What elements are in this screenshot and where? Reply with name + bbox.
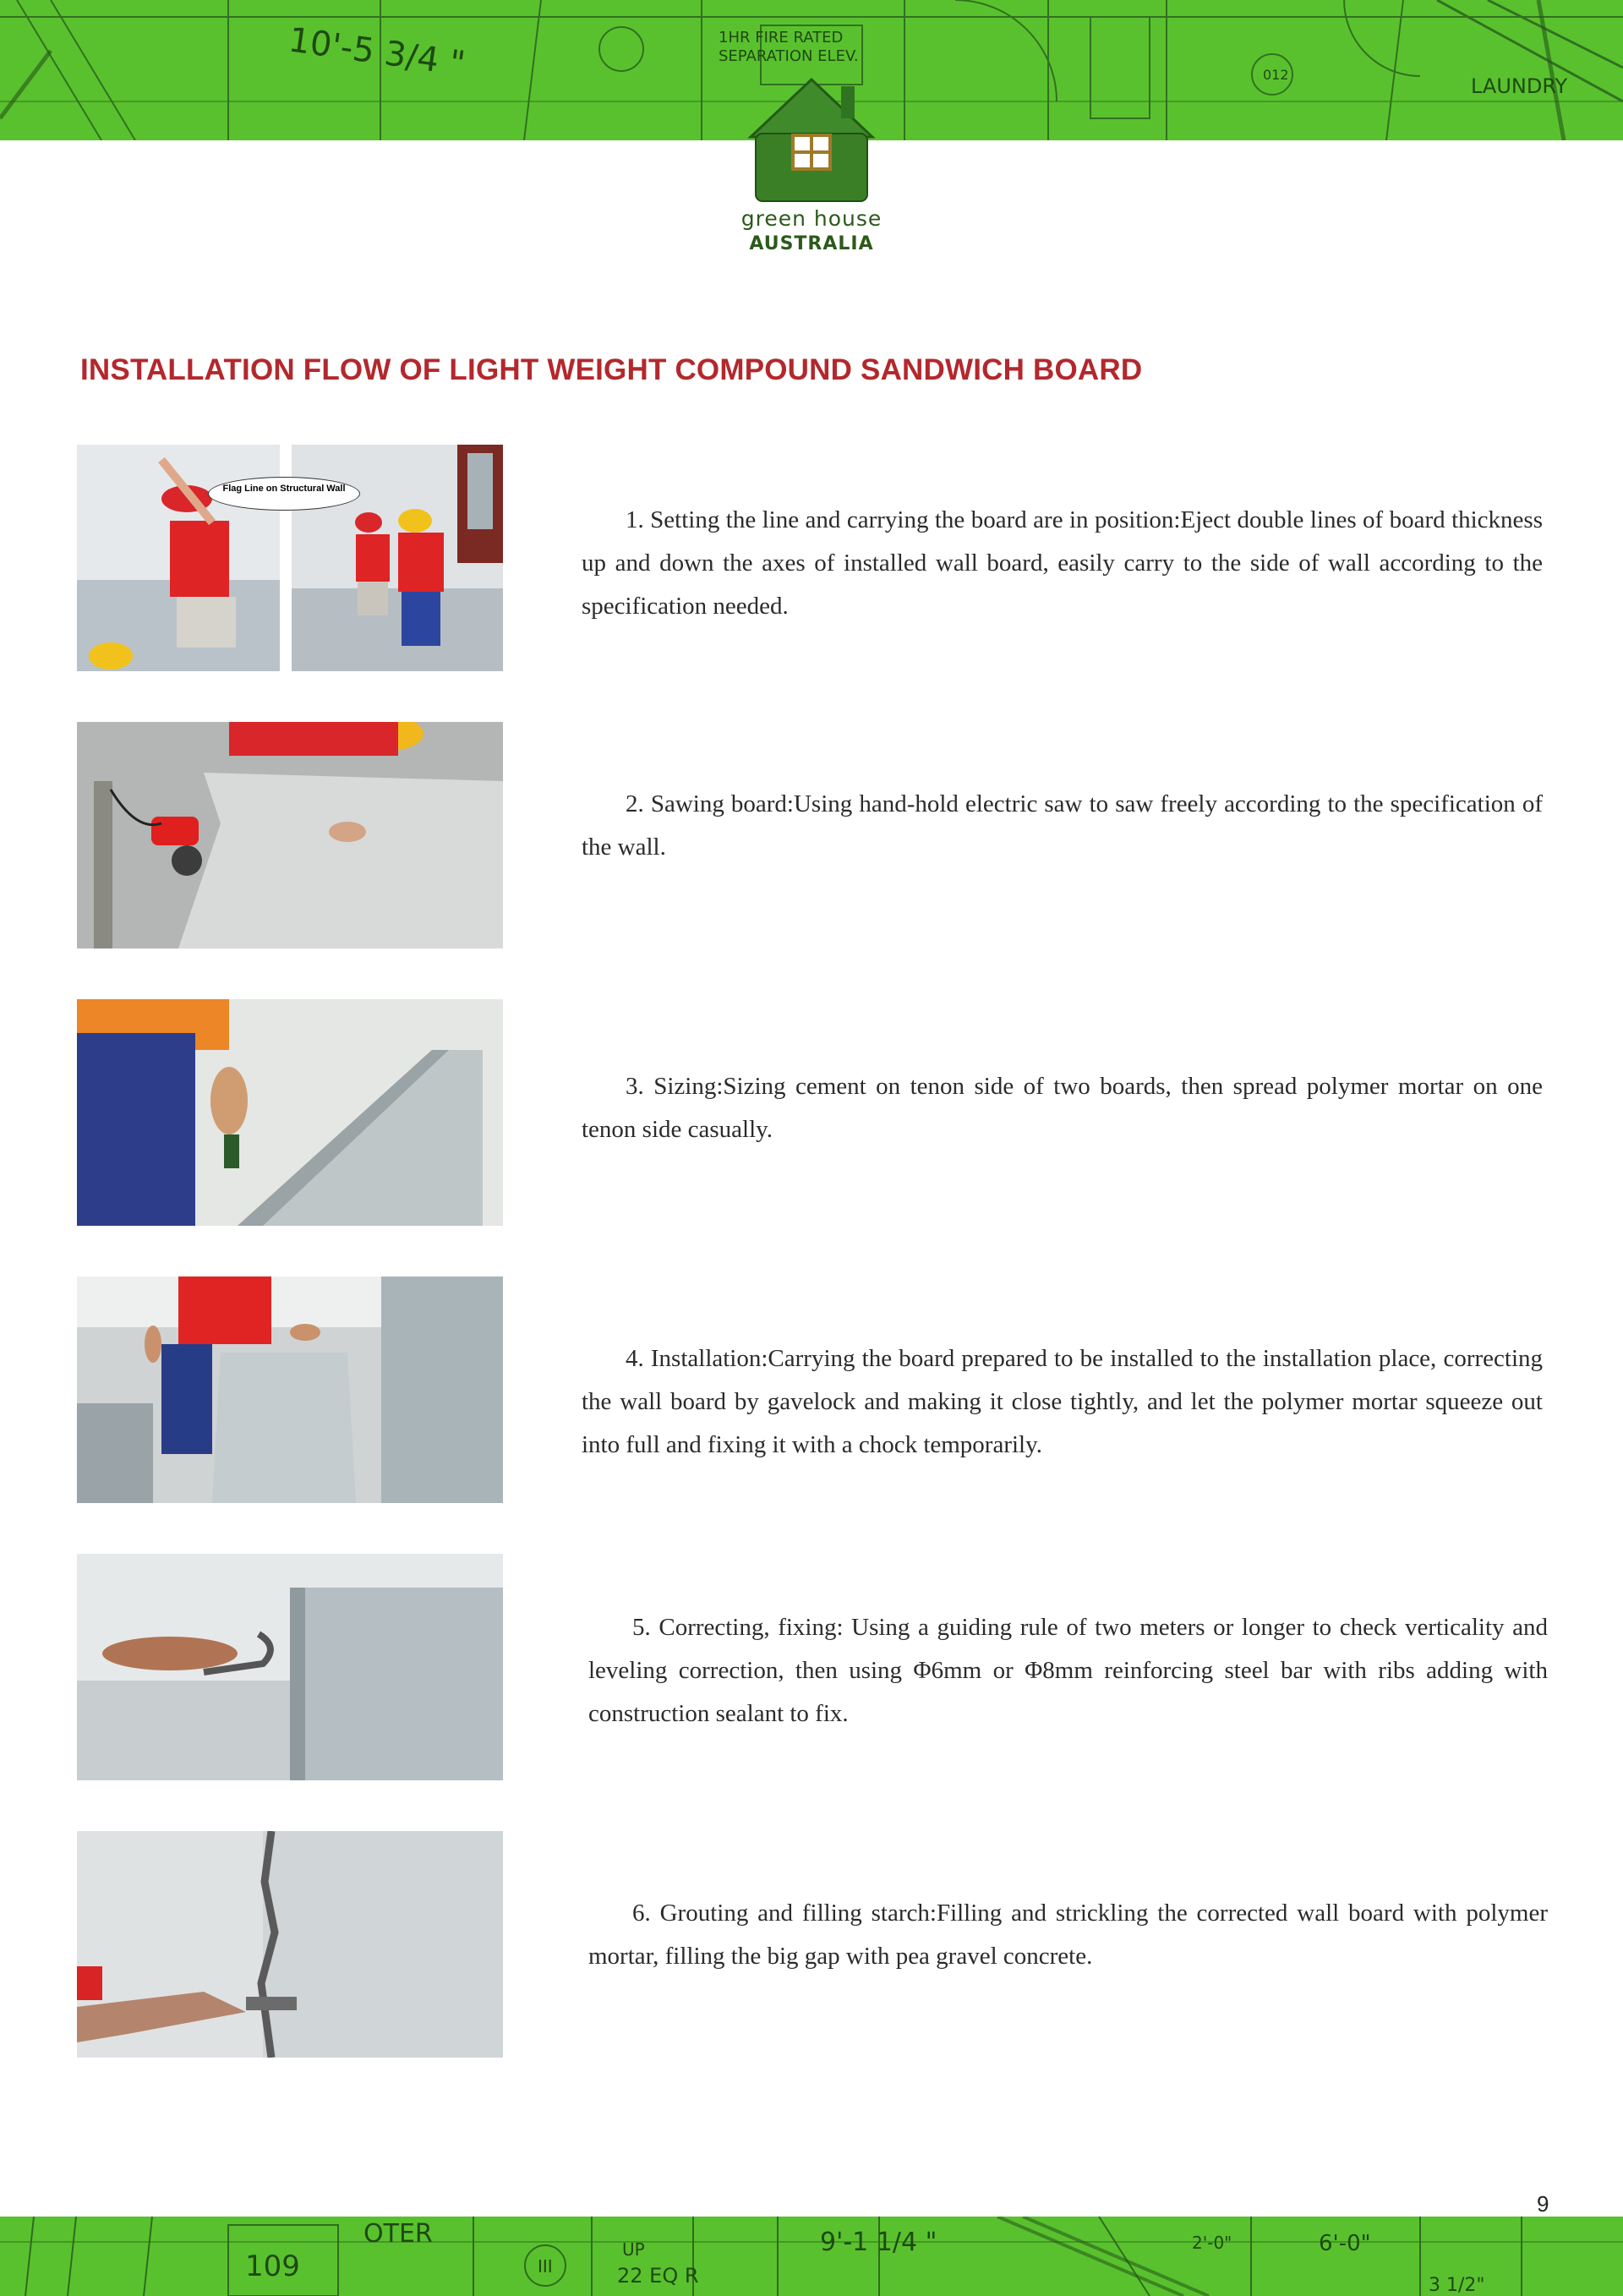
step-3-photo bbox=[77, 999, 503, 1226]
page-number: 9 bbox=[1537, 2191, 1549, 2217]
svg-text:22 EQ R: 22 EQ R bbox=[617, 2264, 699, 2288]
step-6 bbox=[0, 1831, 1623, 2059]
step-3 bbox=[0, 999, 1623, 1227]
step-4-photo bbox=[77, 1276, 503, 1503]
step-5 bbox=[0, 1554, 1623, 1782]
logo-name: green house bbox=[740, 206, 883, 231]
step-5-photo bbox=[77, 1554, 503, 1780]
step-2 bbox=[0, 722, 1623, 950]
green-house-icon bbox=[719, 78, 904, 205]
svg-text:012: 012 bbox=[1263, 67, 1289, 83]
blueprint-lines bbox=[0, 2217, 1623, 2296]
step-2-text: 2. Sawing board:Using hand-hold electric saw to saw freely according to the specification of the wall. bbox=[582, 790, 1543, 861]
logo-country: AUSTRALIA bbox=[749, 233, 874, 254]
step-5-text: 5. Correcting, fixing: Using a guiding rule of two meters or longer to check verticality and leveling correction, then using Φ6mm or Φ8mm reinforcing steel bar with ribs adding with construction sealant to fix. bbox=[588, 1614, 1548, 1727]
step-1 bbox=[0, 445, 1623, 673]
svg-text:109: 109 bbox=[245, 2250, 300, 2283]
step-1-text: 1. Setting the line and carrying the board are in position:Eject double lines of board thickness up and down the axes of installed wall board, easily carry to the side of wall according to the specification needed. bbox=[582, 506, 1543, 620]
page-title: INSTALLATION FLOW OF LIGHT WEIGHT COMPOUND SANDWICH BOARD bbox=[80, 353, 1143, 386]
step-6-photo bbox=[77, 1831, 503, 2058]
brand-logo bbox=[719, 78, 904, 260]
step-3-text: 3. Sizing:Sizing cement on tenon side of two boards, then spread polymer mortar on one tenon side casually. bbox=[582, 1073, 1543, 1143]
svg-text:LAUNDRY: LAUNDRY bbox=[1471, 74, 1568, 98]
svg-text:1HR FIRE RATED: 1HR FIRE RATED bbox=[719, 29, 844, 46]
svg-text:UP: UP bbox=[622, 2239, 645, 2260]
step-4-text: 4. Installation:Carrying the board prepared to be installed to the installation place, correcting the wall board by gavelock and making it close tightly, and let the polymer mortar squeeze out into full and fixing it with a chock temporarily. bbox=[582, 1345, 1543, 1458]
svg-text:6'-0": 6'-0" bbox=[1319, 2231, 1371, 2256]
footer-blueprint-band bbox=[0, 2217, 1623, 2296]
step-1-photo bbox=[77, 445, 503, 671]
svg-text:III: III bbox=[538, 2256, 553, 2277]
photo-caption-bubble: Flag Line on Structural Wall bbox=[208, 477, 360, 511]
svg-text:9'-1 1/4 ": 9'-1 1/4 " bbox=[820, 2228, 937, 2257]
step-2-photo bbox=[77, 722, 503, 948]
svg-text:2'-0": 2'-0" bbox=[1192, 2233, 1232, 2253]
step-6-text: 6. Grouting and filling starch:Filling and strickling the corrected wall board with polymer mortar, filling the big gap with pea gravel concrete. bbox=[588, 1900, 1548, 1970]
svg-text:OTER: OTER bbox=[363, 2219, 433, 2249]
svg-text:SEPARATION ELEV.: SEPARATION ELEV. bbox=[719, 47, 859, 65]
svg-text:3 1/2": 3 1/2" bbox=[1429, 2275, 1485, 2296]
blueprint-text: 10'-5 3/4 " bbox=[286, 20, 467, 85]
step-4 bbox=[0, 1276, 1623, 1505]
